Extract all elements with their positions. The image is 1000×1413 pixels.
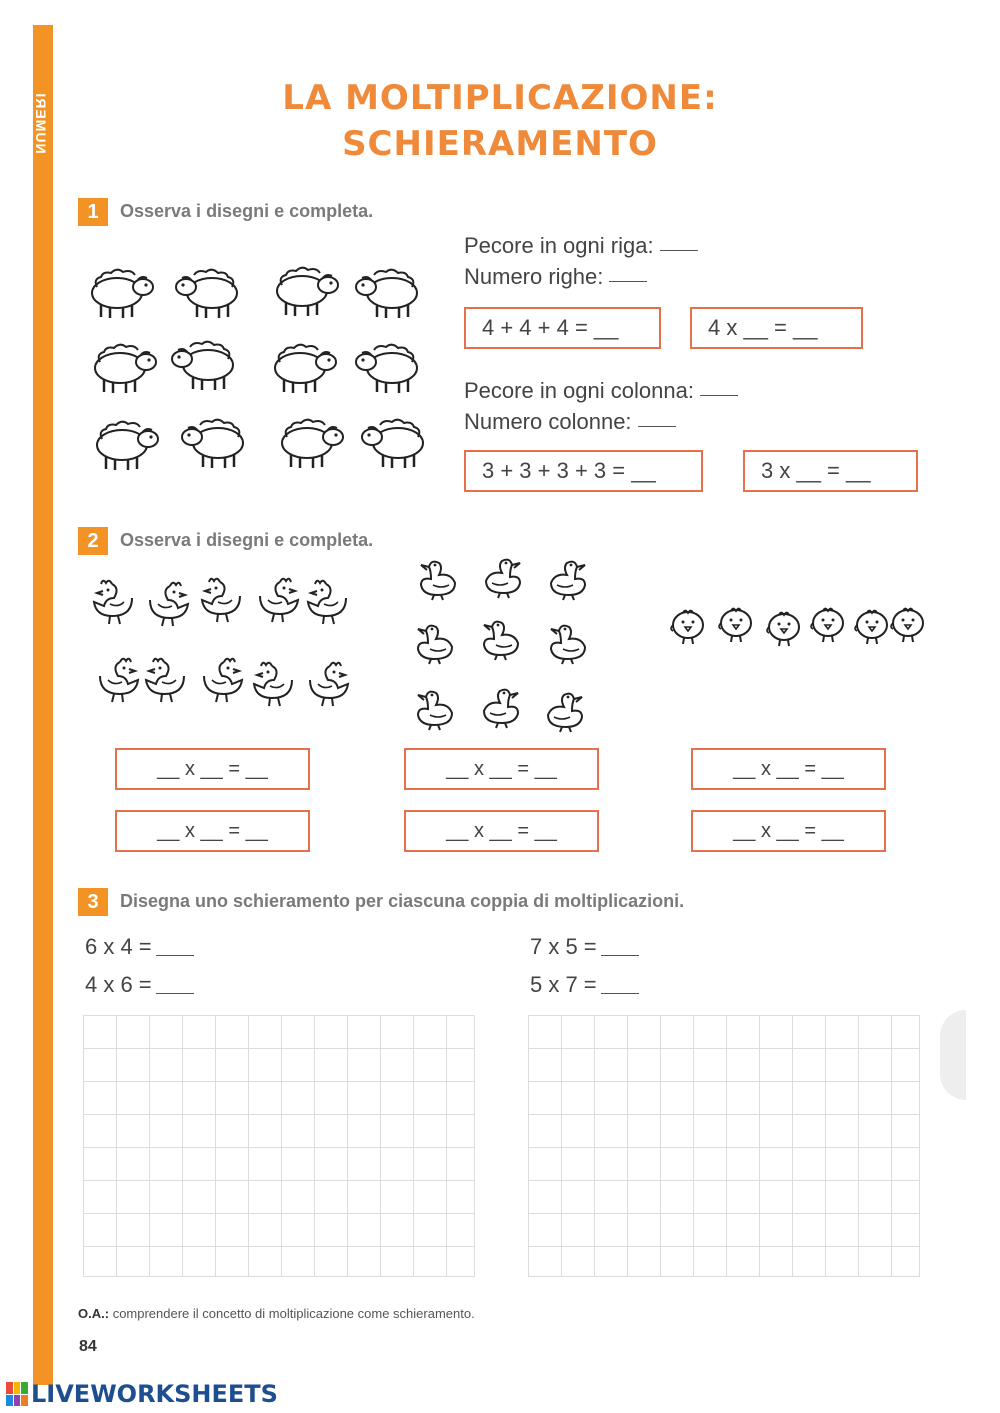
learning-objective [78, 1306, 475, 1321]
answer-box[interactable]: 4 x __ = __ [690, 307, 863, 349]
answer-box[interactable]: 3 + 3 + 3 + 3 = __ [464, 450, 703, 492]
rows-info [464, 233, 698, 259]
liveworksheets-icon [6, 1382, 28, 1406]
equation-left-1 [85, 934, 194, 960]
blank-line[interactable] [660, 250, 698, 251]
answer-box[interactable]: __ x __ = __ [115, 748, 310, 790]
sheep-icon [88, 340, 160, 400]
sheep-icon [352, 340, 424, 400]
chick-icon [668, 605, 708, 645]
chick-icon [888, 603, 928, 643]
exercise-3-instruction: Disegna uno schieramento per ciascuna coppia di moltiplicazioni. [120, 891, 685, 911]
blank-line[interactable] [700, 395, 738, 396]
brand-text: LIVEWORKSHEETS [31, 1380, 278, 1408]
sheep-icon [270, 263, 342, 323]
duck-icon [412, 621, 458, 665]
cols-count-label: Numero colonne: [464, 409, 632, 434]
drawing-grid-left[interactable] [83, 1015, 475, 1277]
chick-icon [808, 603, 848, 643]
page-title-line2: SCHIERAMENTO [342, 124, 658, 164]
duck-icon [542, 689, 588, 733]
sheep-array [80, 255, 440, 495]
blank-line[interactable] [638, 426, 676, 427]
sheep-icon [178, 415, 250, 475]
hen-icon [92, 654, 142, 704]
blank-line[interactable] [601, 955, 639, 956]
hen-icon [250, 658, 300, 708]
hen-icon [90, 576, 140, 626]
equation-text: 6 x 4 = [85, 934, 152, 959]
sheep-icon [85, 265, 157, 325]
duck-icon [478, 617, 524, 661]
drawing-grid-right[interactable] [528, 1015, 920, 1277]
side-bar [33, 25, 53, 1385]
answer-box[interactable]: __ x __ = __ [404, 810, 599, 852]
answer-box[interactable]: 3 x __ = __ [743, 450, 918, 492]
duck-icon [545, 621, 591, 665]
hen-icon [198, 574, 248, 624]
sheep-icon [168, 337, 240, 397]
exercise-2-instruction: Osserva i disegni e completa. [120, 530, 374, 550]
ducks-array [410, 555, 600, 735]
chick-icon [852, 605, 892, 645]
oa-label: O.A.: [78, 1306, 110, 1321]
duck-icon [415, 557, 461, 601]
equation-right-2 [530, 972, 639, 998]
sheep-icon [90, 417, 162, 477]
exercise-2-number: 2 [78, 527, 108, 555]
duck-icon [412, 687, 458, 731]
blank-line[interactable] [609, 281, 647, 282]
sheep-icon [275, 415, 347, 475]
side-label [26, 80, 56, 170]
answer-box[interactable]: 4 + 4 + 4 = __ [464, 307, 661, 349]
page-title-line1: LA MOLTIPLICAZIONE: [282, 78, 718, 118]
hen-icon [302, 658, 352, 708]
equation-text: 7 x 5 = [530, 934, 597, 959]
page-tab-decoration [940, 1010, 966, 1100]
rows-count-label: Numero righe: [464, 264, 604, 289]
equation-left-2 [85, 972, 194, 998]
side-label-text: NUMERI [33, 92, 49, 154]
duck-icon [545, 557, 591, 601]
cols-label: Pecore in ogni colonna: [464, 378, 694, 403]
duck-icon [480, 555, 526, 599]
equation-text: 4 x 6 = [85, 972, 152, 997]
blank-line[interactable] [156, 993, 194, 994]
hens-array [90, 570, 360, 720]
hen-icon [142, 578, 192, 628]
chicks-array [668, 603, 928, 651]
duck-icon [478, 685, 524, 729]
exercise-1-instruction: Osserva i disegni e completa. [120, 201, 374, 221]
exercise-1-number: 1 [78, 198, 108, 226]
oa-text: comprendere il concetto di moltiplicazione come schieramento. [112, 1306, 475, 1321]
chick-icon [764, 607, 804, 647]
hen-icon [196, 654, 246, 704]
hen-icon [142, 654, 192, 704]
answer-box[interactable]: __ x __ = __ [691, 748, 886, 790]
sheep-icon [268, 340, 340, 400]
equation-right-1 [530, 934, 639, 960]
chick-icon [716, 603, 756, 643]
brand-logo[interactable] [6, 1380, 278, 1408]
sheep-icon [358, 415, 430, 475]
answer-box[interactable]: __ x __ = __ [691, 810, 886, 852]
blank-line[interactable] [156, 955, 194, 956]
sheep-icon [352, 265, 424, 325]
exercise-3-number: 3 [78, 888, 108, 916]
rows-label: Pecore in ogni riga: [464, 233, 654, 258]
sheep-icon [172, 265, 244, 325]
answer-box[interactable]: __ x __ = __ [404, 748, 599, 790]
cols-count-info [464, 409, 676, 435]
rows-count-info [464, 264, 647, 290]
cols-info [464, 378, 738, 404]
equation-text: 5 x 7 = [530, 972, 597, 997]
hen-icon [252, 574, 302, 624]
page-number: 84 [79, 1338, 97, 1355]
blank-line[interactable] [601, 993, 639, 994]
answer-box[interactable]: __ x __ = __ [115, 810, 310, 852]
hen-icon [304, 576, 354, 626]
